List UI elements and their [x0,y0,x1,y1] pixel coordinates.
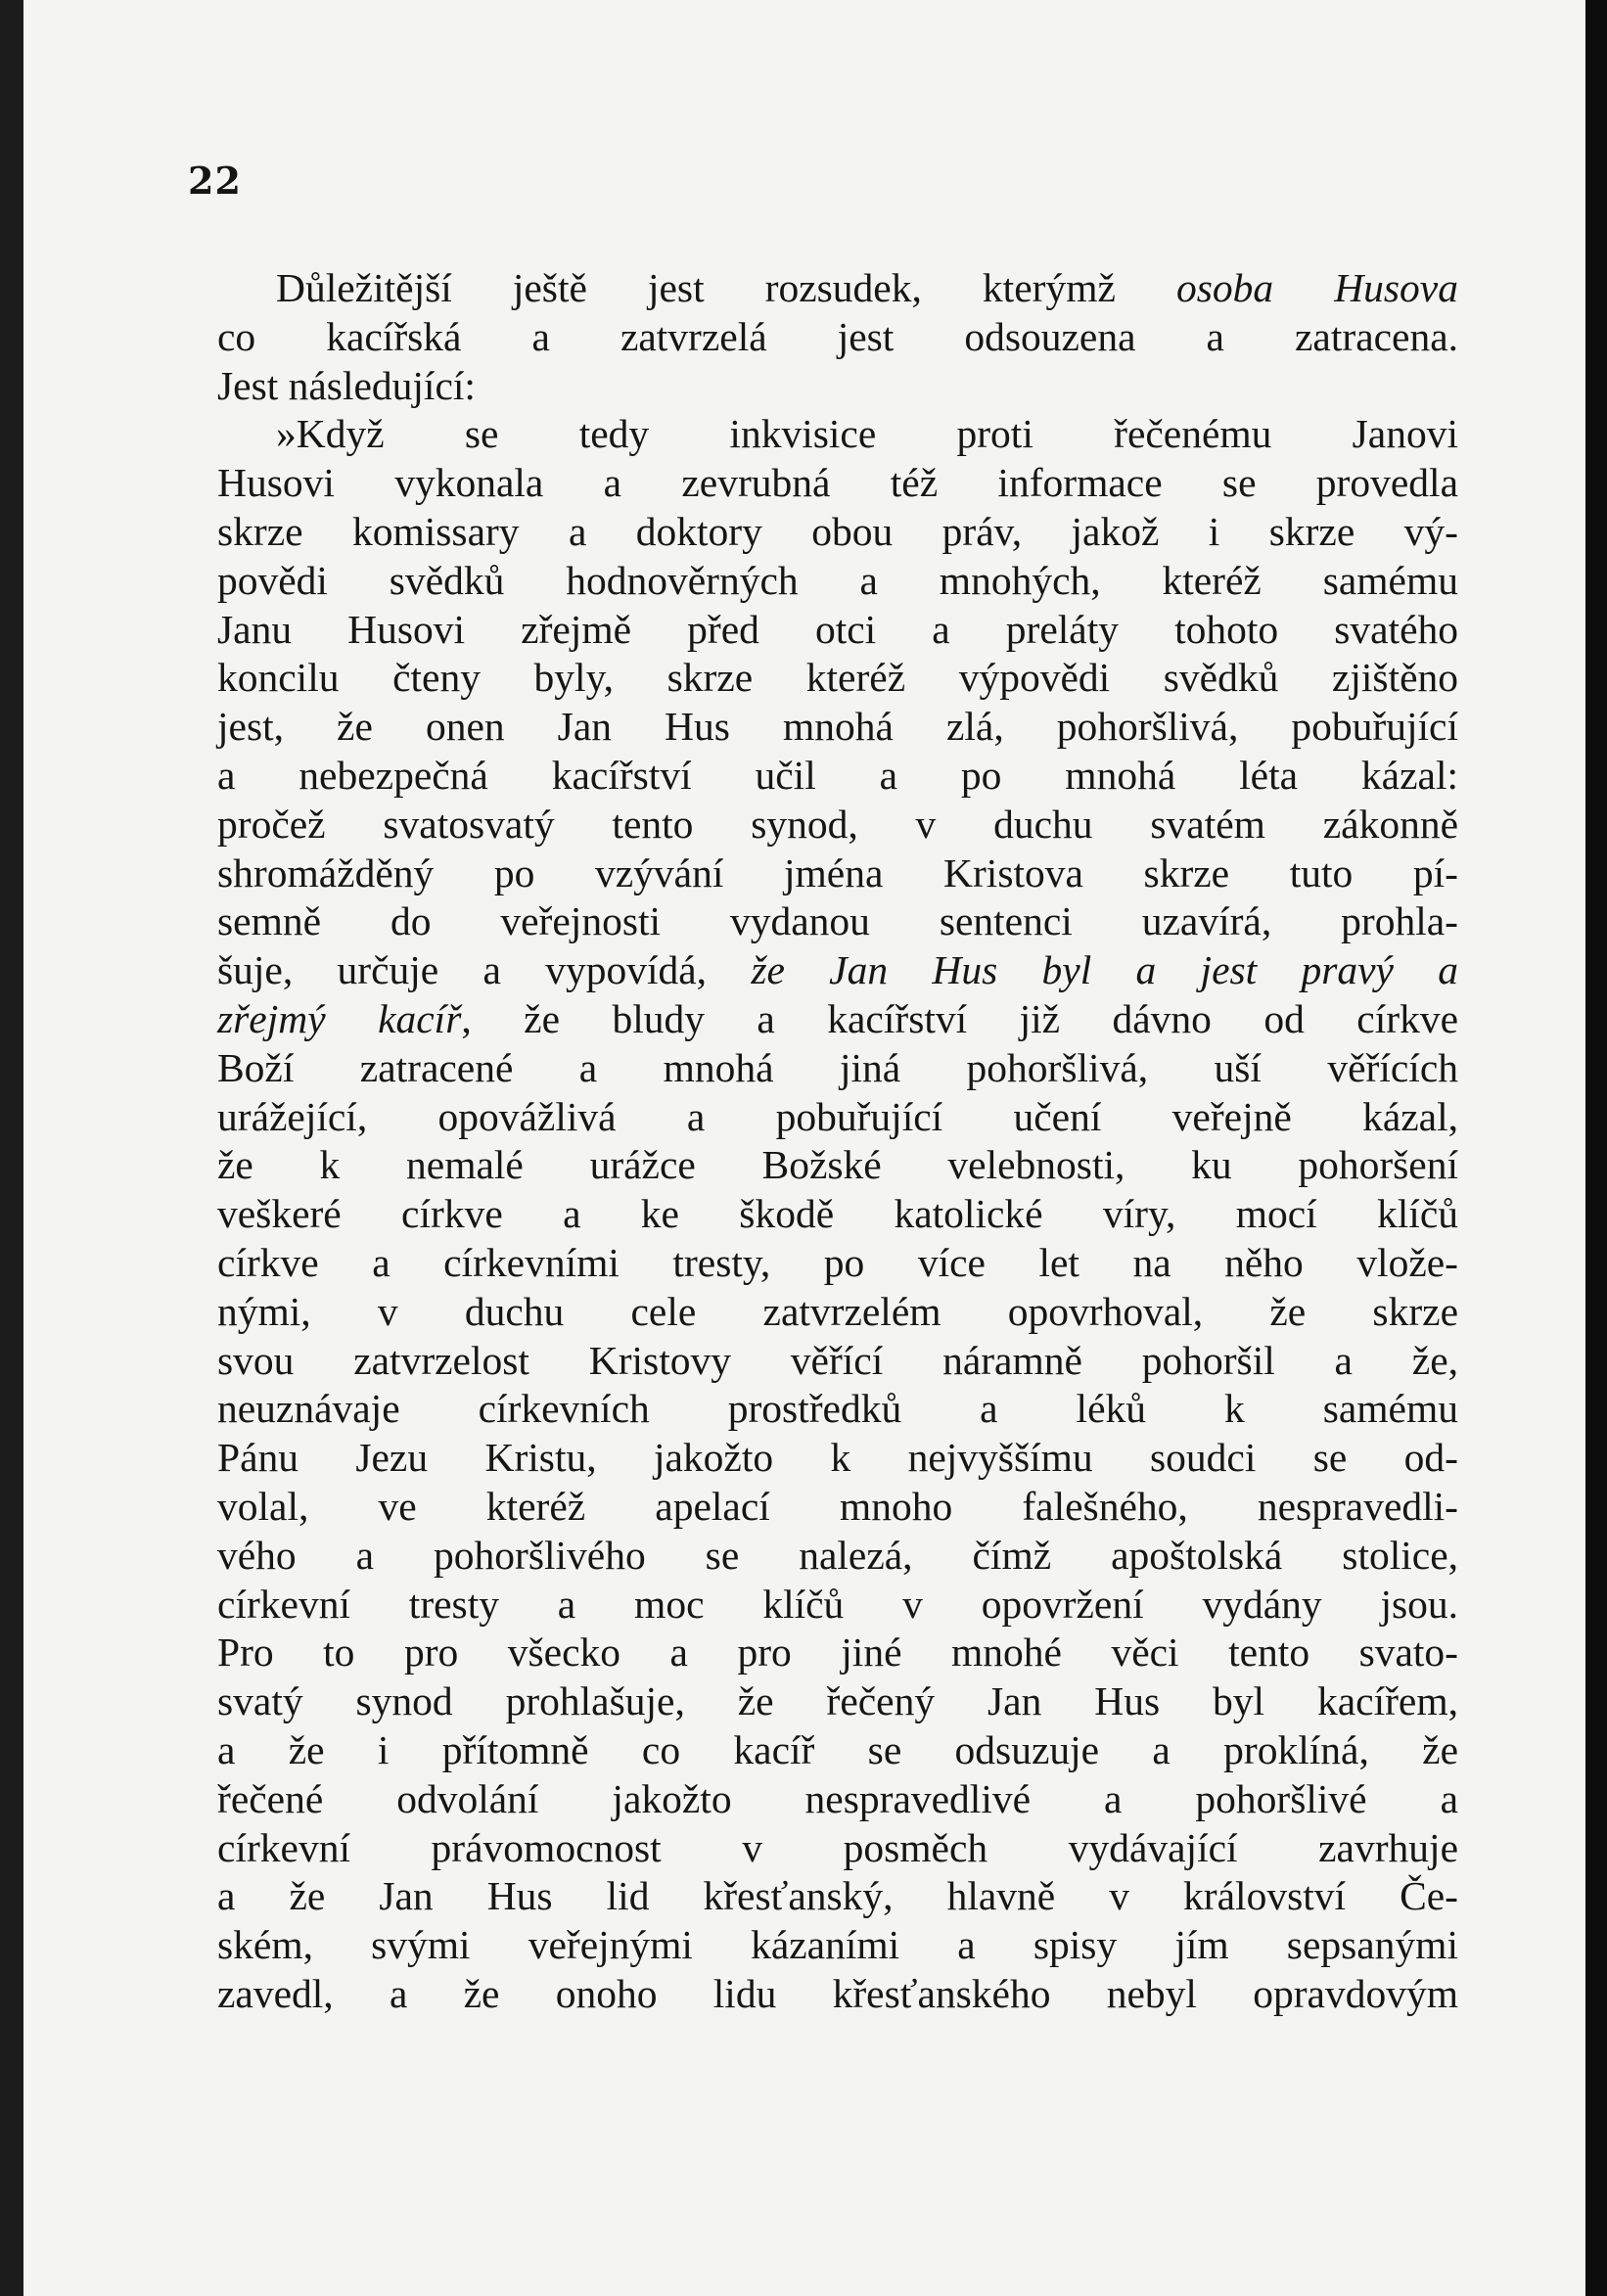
text-line: zřejmý kacíř, že bludy a kacířství již dávno od církve [217,995,1458,1041]
text-line: šuje, určuje a vypovídá, že Jan Hus byl a jest pravý a [217,947,1458,993]
text-line: povědi svědků hodnověrných a mnohých, kteréž samému [217,557,1458,603]
text-line: Boží zatracené a mnohá jiná pohoršlivá, uší věřících [217,1044,1458,1090]
text-line: nými, v duchu cele zatvrzelém opovrhoval, že skrze [217,1288,1458,1334]
text-line: koncilu čteny byly, skrze kteréž výpovědi svědků zjištěno [217,655,1458,701]
text-line: svou zatvrzelost Kristovy věřící náramně pohoršil a že, [217,1337,1458,1383]
text-line: pročež svatosvatý tento synod, v duchu svatém zákonně [217,801,1458,847]
text-line: ském, svými veřejnými kázaními a spisy jím sepsanými [217,1922,1458,1968]
text-line: Pro to pro všecko a pro jiné mnohé věci tento svato- [217,1630,1458,1676]
text-line: semně do veřejnosti vydanou sentenci uzavírá, prohla- [217,898,1458,944]
text-line: řečené odvolání jakožto nespravedlivé a pohoršlivé a [217,1775,1458,1821]
text-line: »Když se tedy inkvisice proti řečenému Janovi [276,411,1458,457]
text-line: a že i přítomně co kacíř se odsuzuje a proklíná, že [217,1726,1458,1772]
text-line: že k nemalé urážce Božské velebnosti, ku pohoršení [217,1142,1458,1188]
text-line: Husovi vykonala a zevrubná též informace se provedla [217,460,1458,506]
text-line: Janu Husovi zřejmě před otci a preláty tohoto svatého [217,606,1458,652]
body-text [217,264,1458,2019]
text-line: veškeré církve a ke škodě katolické víry, mocí klíčů [217,1191,1458,1237]
text-line: vého a pohoršlivého se nalezá, čímž apoštolská stolice, [217,1532,1458,1578]
text-line: volal, ve kteréž apelací mnoho falešného, nespravedli- [217,1483,1458,1529]
text-line: svatý synod prohlašuje, že řečený Jan Hus byl kacířem, [217,1678,1458,1724]
text-line: Důležitější ještě jest rozsudek, kterýmž osoba Husova [276,265,1458,310]
page-edge-shadow [1585,0,1607,2296]
text-line: a že Jan Hus lid křesťanský, hlavně v království Če- [217,1873,1458,1919]
text-line: neuznávaje církevních prostředků a léků k samému [217,1386,1458,1432]
text-line: co kacířská a zatvrzelá jest odsouzena a zatracena. [217,313,1458,359]
text-line: skrze komissary a doktory obou práv, jakož i skrze vý- [217,508,1458,554]
text-line: církevní tresty a moc klíčů v opovržení vydány jsou. [217,1581,1458,1627]
book-page [23,0,1585,2296]
text-line: církevní právomocnost v posměch vydávající zavrhuje [217,1824,1458,1870]
text-line: urážející, opovážlivá a pobuřující učení veřejně kázal, [217,1093,1458,1139]
page-number: 22 [188,159,242,203]
text-line: a nebezpečná kacířství učil a po mnohá léta kázal: [217,752,1458,798]
text-line: zavedl, a že onoho lidu křesťanského nebyl opravdovým [217,1970,1458,2016]
text-line: Pánu Jezu Kristu, jakožto k nejvyššímu soudci se od- [217,1435,1458,1481]
text-line: jest, že onen Jan Hus mnohá zlá, pohoršlivá, pobuřující [217,704,1458,750]
text-line: shromážděný po vzývání jména Kristova skrze tuto pí- [217,850,1458,895]
text-line: Jest následující: [217,362,476,408]
text-line: církve a církevními tresty, po více let na něho vlože- [217,1239,1458,1285]
